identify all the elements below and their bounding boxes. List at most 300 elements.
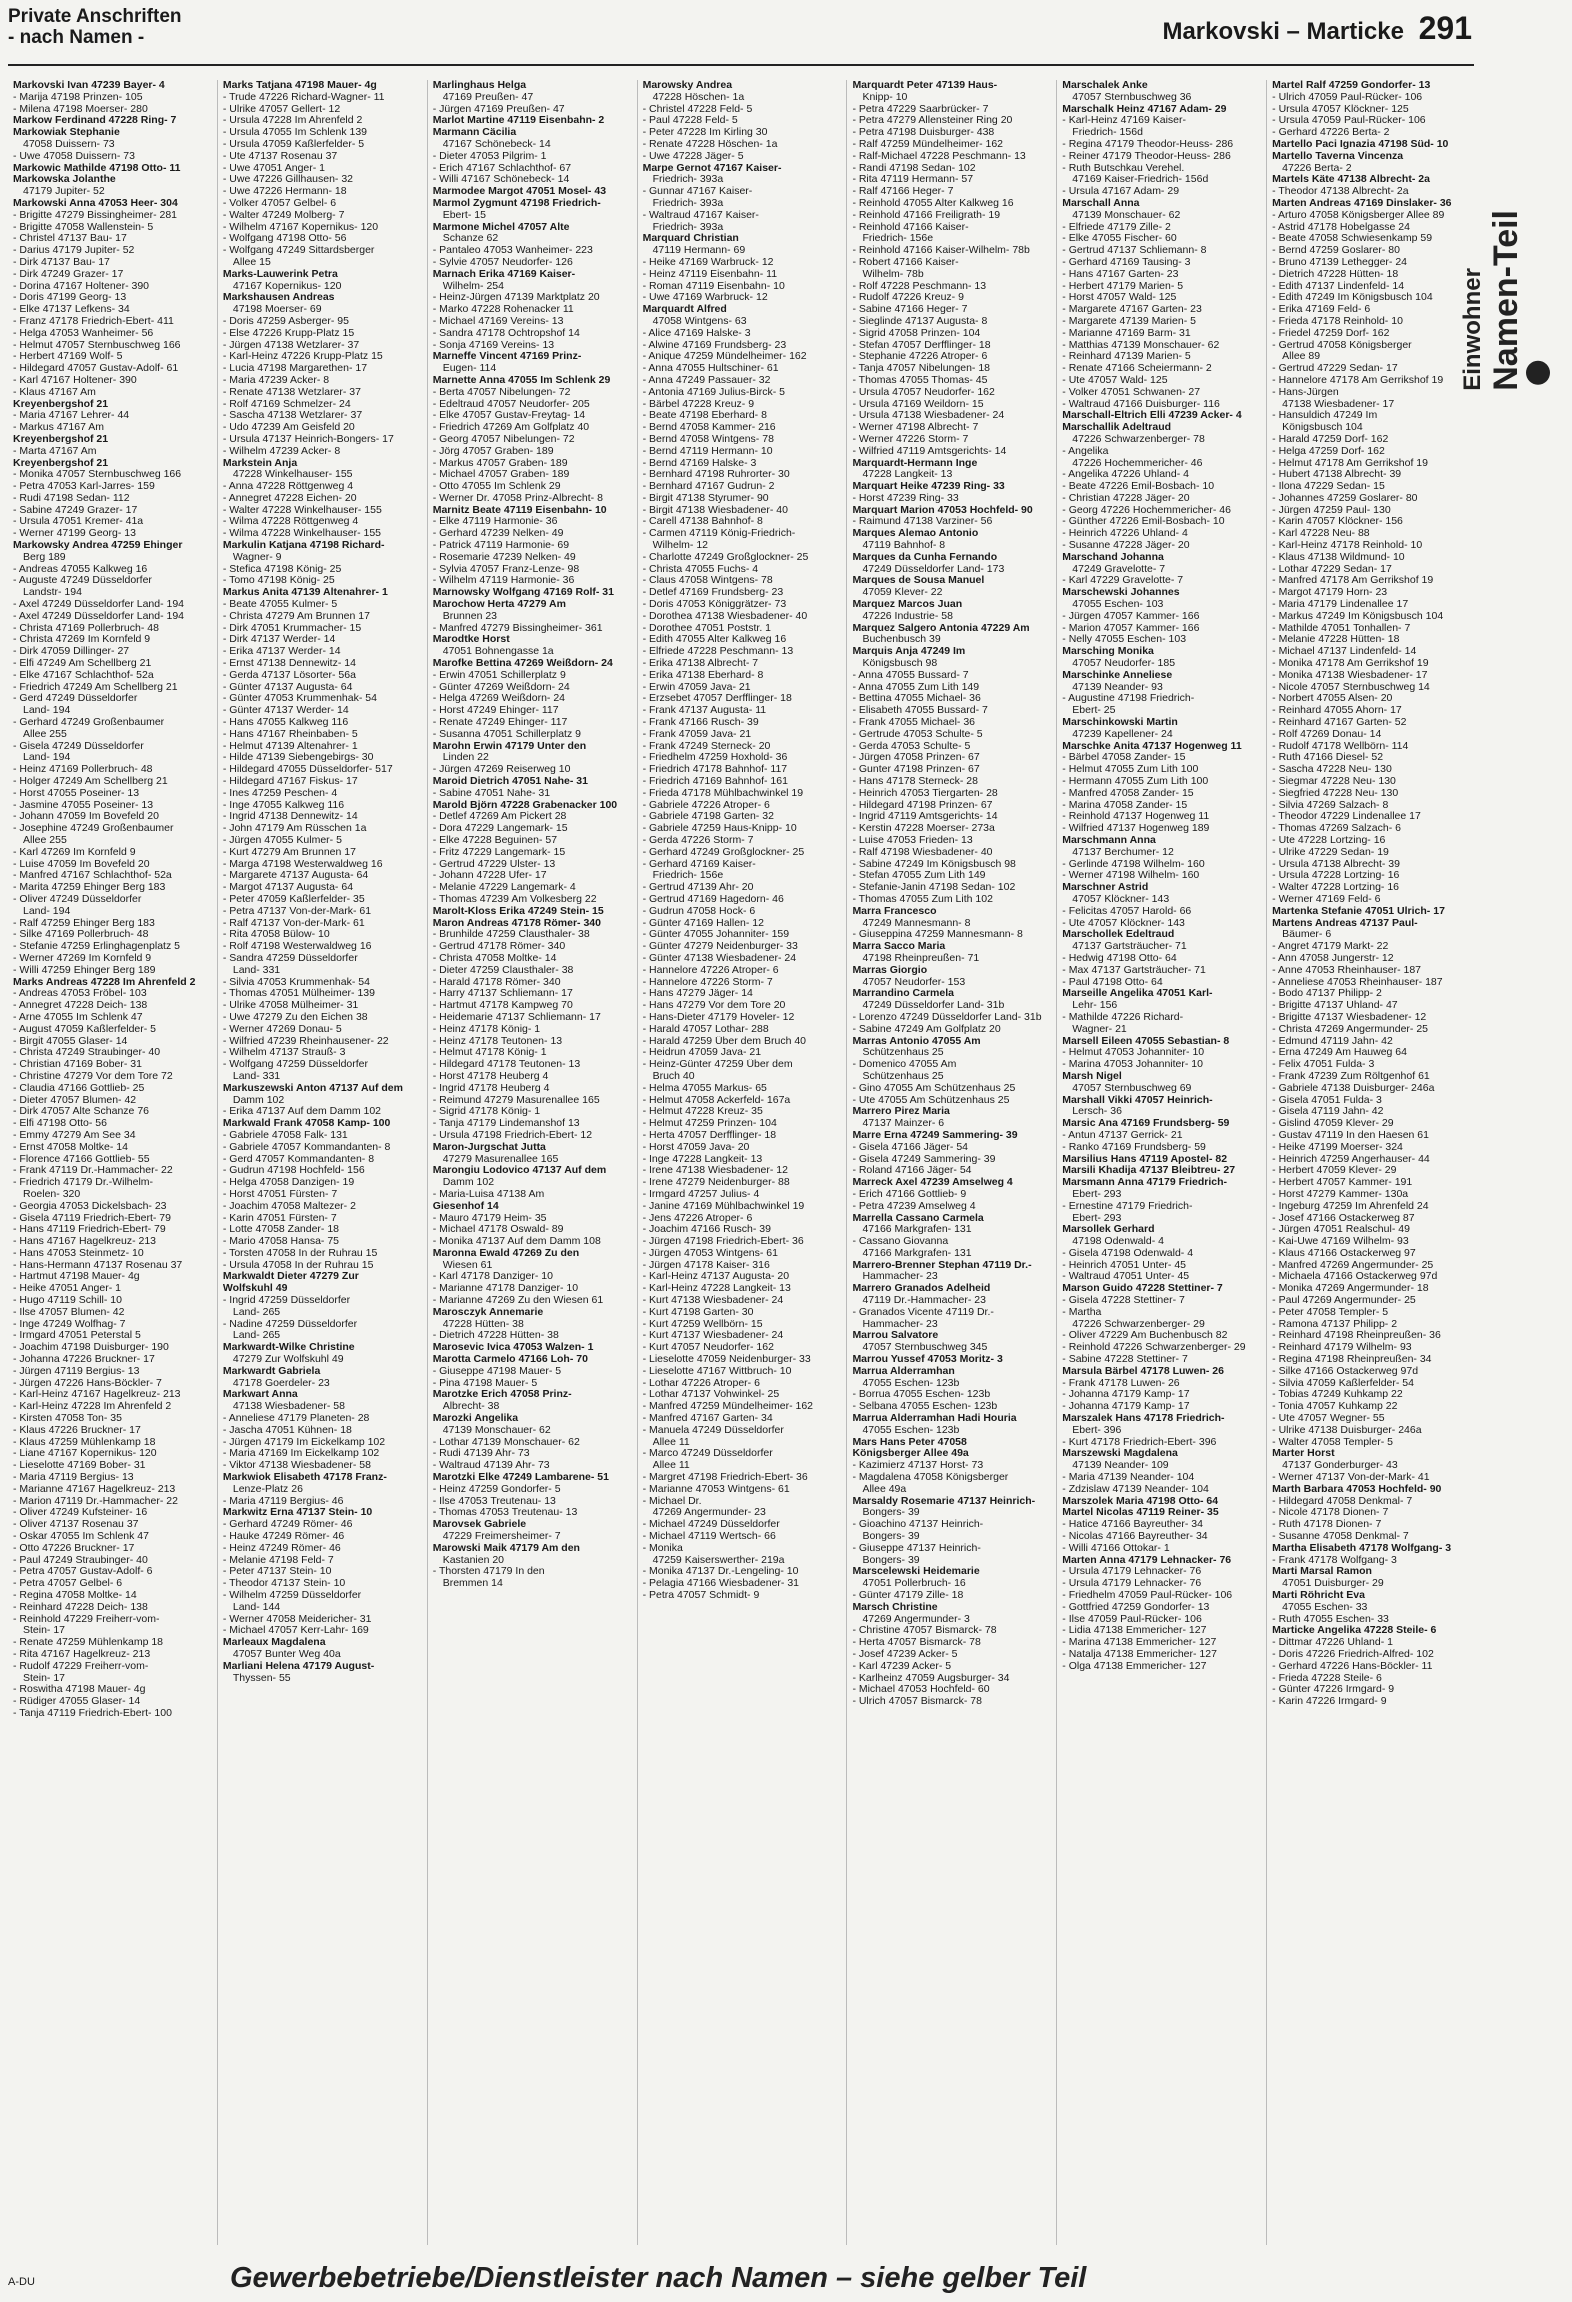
directory-entry: - Maria 47119 Bergius- 46 (222, 1495, 344, 1507)
directory-entry: - Petra 47057 Gelbel- 6 (13, 1578, 123, 1590)
directory-entry: - Fritz 47229 Langemark- 15 (432, 846, 566, 858)
directory-entry: - Ernst 47138 Dennewitz- 14 (222, 658, 356, 670)
directory-entry: - Lieselotte 47059 Neidenburger- 33 (642, 1354, 811, 1366)
directory-entry: - Randi 47198 Sedan- 102 (852, 162, 976, 174)
directory-entry: Knipp- 10 (862, 91, 908, 103)
directory-entry: Marnitz Beate 47119 Eisenbahn- 10 (432, 504, 607, 516)
directory-entry: Markshausen Andreas (222, 292, 335, 304)
directory-entry: - Brigitte 47137 Uhland- 47 (1272, 1000, 1398, 1012)
directory-entry: - Helga 47053 Wanheimer- 56 (13, 327, 154, 339)
directory-entry: - Manfred 47058 Zander- 15 (1062, 787, 1194, 799)
directory-entry: - Manfred 47279 Bissingheimer- 361 (432, 622, 603, 634)
directory-entry: - Christa 47279 Am Brunnen 17 (222, 610, 370, 622)
directory-entry: - Marina 47053 Johanniter- 10 (1062, 1059, 1203, 1071)
directory-entry: Marsilius Hans 47119 Apostel- 82 (1062, 1153, 1228, 1165)
directory-entry: - Helga 47269 Weißdorn- 24 (432, 693, 566, 705)
directory-entry: Markow Ferdinand 47228 Ring- 7 (13, 115, 177, 127)
directory-entry: Marras Antonio 47055 Am (852, 1035, 981, 1047)
directory-entry: Land- 144 (232, 1601, 281, 1613)
directory-entry: 47228 Langkeit- 13 (862, 469, 953, 481)
directory-entry: - Joachim 47198 Duisburger- 190 (13, 1342, 169, 1354)
directory-entry: - Werner 47058 Meidericher- 31 (222, 1613, 372, 1625)
directory-entry: - Gislind 47059 Klever- 29 (1272, 1118, 1394, 1130)
directory-entry: - Nicole 47057 Sternbuschweg 14 (1272, 681, 1430, 693)
directory-entry: - Frank 47166 Rusch- 39 (642, 717, 759, 729)
directory-entry: - Inge 47228 Langkeit- 13 (642, 1153, 763, 1165)
directory-entry: - Granados Vicente 47119 Dr.- (852, 1306, 994, 1318)
directory-entry: Marliani Helena 47179 August- (222, 1660, 375, 1672)
directory-entry: - Erzsebet 47057 Derfflinger- 18 (642, 693, 792, 705)
directory-entry: 47239 Kapellener- 24 (1072, 728, 1173, 740)
directory-entry: - Harald 47178 Römer- 340 (432, 976, 561, 988)
directory-entry: - Monika (642, 1542, 683, 1554)
directory-entry: Marschewski Johannes (1062, 587, 1180, 599)
directory-entry: - Lieselotte 47167 Wittbruch- 10 (642, 1365, 792, 1377)
directory-entry: Allee 11 (652, 1436, 690, 1448)
section-title-line2: - nach Namen - (8, 27, 145, 48)
directory-entry: - Detlef 47169 Frundsberg- 23 (642, 587, 784, 599)
directory-entry: - Jürgen 47051 Realschul- 49 (1272, 1224, 1410, 1236)
directory-entry: - Beate 47058 Schwiesenkamp 59 (1272, 233, 1433, 245)
directory-entry: - Herbert 47057 Kammer- 191 (1272, 1177, 1413, 1189)
directory-entry: - Michael 47137 Lindenfeld- 14 (1272, 646, 1417, 658)
directory-entry: - Milena 47198 Moerser- 280 (13, 103, 148, 115)
directory-entry: Allee 15 (232, 256, 271, 268)
directory-entry: - Melanie 47229 Langemark- 4 (432, 882, 576, 894)
directory-entry: - Sabine 47166 Heger- 7 (852, 304, 968, 316)
directory-entry: - Ursula 47228 Im Ahrenfeld 2 (222, 115, 363, 127)
directory-entry: - Helmut 47057 Sternbuschweg 166 (13, 339, 181, 351)
directory-entry: Marneffe Vincent 47169 Prinz- (432, 351, 582, 363)
directory-entry: - Anna 47055 Zum Lith 149 (852, 681, 980, 693)
directory-entry: - Reinhold 47229 Freiherr-vom- (13, 1613, 160, 1625)
directory-entry: - Günter 47137 Augusta- 64 (222, 681, 353, 693)
directory-entry: - Ursula 47169 Weildorn- 15 (852, 398, 984, 410)
directory-entry: 47169 Preußen- 47 (442, 91, 534, 103)
directory-entry: - Gunter 47198 Prinzen- 67 (852, 764, 980, 776)
directory-entry: - Uwe 47228 Jäger- 5 (642, 150, 744, 162)
directory-entry: - Roswitha 47198 Mauer- 4g (13, 1684, 146, 1696)
directory-entry: - Marianne 47169 Barm- 31 (1062, 327, 1191, 339)
directory-entry: - Susanne 47228 Jäger- 20 (1062, 540, 1190, 552)
directory-entry: - Hauke 47249 Römer- 46 (222, 1531, 345, 1543)
directory-entry: - Frank 47059 Java- 21 (642, 728, 752, 740)
directory-entry: - Dieter 47057 Blumen- 42 (13, 1094, 137, 1106)
directory-entry: - Johann 47228 Ufer- 17 (432, 870, 547, 882)
directory-entry: - Kurt 47198 Garten- 30 (642, 1306, 754, 1318)
directory-entry: - Jürgen 47226 Hans-Böckler- 7 (13, 1377, 162, 1389)
directory-entry: - Hildegard 47057 Gustav-Adolf- 61 (13, 363, 179, 375)
directory-entry: - Ilse 47053 Treutenau- 13 (432, 1495, 556, 1507)
directory-entry: Markovski Ivan 47239 Bayer- 4 (13, 80, 165, 91)
directory-entry: - Wilfried 47239 Rheinhausener- 22 (222, 1035, 389, 1047)
directory-columns (8, 80, 1476, 2245)
directory-entry: Marrella Cassano Carmela (852, 1212, 984, 1224)
directory-entry: - Raimund 47138 Varziner- 56 (852, 516, 993, 528)
directory-entry: 47226 Schwarzenberger- 29 (1072, 1318, 1205, 1330)
directory-entry: - Georg 47226 Hochemmericher- 46 (1062, 504, 1231, 516)
directory-entry: - Paul 47198 Otto- 64 (1062, 976, 1163, 988)
directory-entry: - Kirsten 47058 Ton- 35 (13, 1413, 122, 1425)
directory-entry: - Reinhold 47166 Kaiser-Wilhelm- 78b (852, 245, 1030, 257)
directory-entry: - Elfi 47249 Am Schellberg 21 (13, 658, 152, 670)
directory-entry: Marsch Christine (852, 1601, 938, 1613)
directory-entry: 47051 Bohnengasse 1a (442, 646, 554, 658)
directory-entry: - Claudia 47166 Gottlieb- 25 (13, 1082, 145, 1094)
directory-entry: - Willi 47167 Schönebeck- 14 (432, 174, 570, 186)
directory-entry: - Johanna 47179 Kamp- 17 (1062, 1389, 1190, 1401)
directory-entry: - Sandra 47259 Düsseldorfer (222, 952, 358, 964)
directory-entry: - Birgit 47138 Styrumer- 90 (642, 492, 769, 504)
directory-entry: - Erich 47167 Schlachthof- 67 (432, 162, 572, 174)
directory-entry: - Karl-Heinz 47137 Augusta- 20 (642, 1271, 790, 1283)
directory-entry: - Waltraud 47051 Unter- 45 (1062, 1271, 1190, 1283)
directory-entry: - Augustine 47198 Friedrich- (1062, 693, 1195, 705)
directory-entry: - Christa 47269 Angermunder- 25 (1272, 1023, 1428, 1035)
directory-entry: - Max 47137 Gartsträucher- 71 (1062, 964, 1206, 976)
directory-entry: - Ingrid 47178 Heuberg 4 (432, 1082, 550, 1094)
directory-entry: - Jürgen 47053 Wintgens- 61 (642, 1247, 778, 1259)
directory-entry: - Friedrich 47249 Am Schellberg 21 (13, 681, 178, 693)
directory-entry: Markwardt-Wilke Christine (222, 1342, 355, 1354)
directory-entry: - Martha (1062, 1306, 1102, 1318)
directory-entry: Wagner- 21 (1072, 1023, 1127, 1035)
directory-entry: Schanze 62 (442, 233, 499, 245)
directory-entry: Friedrich- 156e (652, 870, 724, 882)
directory-entry: Marlinghaus Helga (432, 80, 527, 91)
directory-entry: - Helmut 47058 Ackerfeld- 167a (642, 1094, 791, 1106)
directory-entry: - Annegret 47228 Deich- 138 (13, 1000, 148, 1012)
directory-entry: - Georg 47057 Nibelungen- 72 (432, 433, 575, 445)
directory-entry: - Christa 47249 Straubinger- 40 (13, 1047, 161, 1059)
directory-entry: - Reinhold 47166 Freiligrath- 19 (852, 209, 1001, 221)
directory-entry: - Frieda 47228 Steile- 6 (1272, 1672, 1382, 1684)
directory-entry: - Andreas 47053 Fröbel- 103 (13, 988, 147, 1000)
directory-entry: - Ines 47259 Peschen- 4 (222, 787, 338, 799)
directory-entry: - Paul 47228 Feld- 5 (642, 115, 738, 127)
directory-entry: - Domenico 47055 Am (852, 1059, 957, 1071)
directory-entry: Friedrich- 393a (652, 197, 724, 209)
directory-entry: 47057 Sternbuschweg 345 (862, 1342, 988, 1354)
directory-entry: - Patrick 47119 Harmonie- 69 (432, 540, 570, 552)
directory-entry: - Hans 47167 Hagelkreuz- 213 (13, 1236, 157, 1248)
directory-entry: - Werner 47226 Storm- 7 (852, 433, 969, 445)
directory-entry: - Olga 47138 Emmericher- 127 (1062, 1660, 1207, 1672)
directory-entry: Marosevic Ivica 47053 Walzen- 1 (432, 1342, 594, 1354)
directory-entry: - Renate 47166 Scheiermann- 2 (1062, 363, 1212, 375)
directory-entry: Marre Erna 47249 Sammering- 39 (852, 1129, 1018, 1141)
directory-entry: - Rita 47167 Hagelkreuz- 213 (13, 1648, 151, 1660)
directory-entry: - Gisela 47051 Fulda- 3 (1272, 1094, 1382, 1106)
directory-entry: - Werner 47199 Georg- 13 (13, 528, 136, 540)
directory-entry: - Melanie 47198 Feld- 7 (222, 1554, 334, 1566)
directory-entry: - Rita 47119 Hermann- 57 (852, 174, 974, 186)
directory-entry: - Wilfried 47119 Amtsgerichts- 14 (852, 445, 1007, 457)
directory-entry: Marmann Cäcilia (432, 127, 517, 139)
directory-entry: - Wolfgang 47249 Sittardsberger (222, 245, 375, 257)
directory-entry: - Thorsten 47179 In den (432, 1566, 545, 1578)
directory-entry: Kreyenbergshof 21 (13, 433, 109, 445)
directory-entry: - Manfred 47167 Schlachthof- 52a (13, 870, 172, 882)
directory-entry: - Luise 47059 Im Bovefeld 20 (13, 858, 150, 870)
directory-entry: - Willi 47259 Ehinger Berg 189 (13, 964, 156, 976)
directory-entry: Damm 102 (442, 1177, 495, 1189)
directory-entry: - Dora 47229 Langemark- 15 (432, 823, 568, 835)
directory-entry: - Helga 47058 Danzigen- 19 (222, 1177, 355, 1189)
directory-entry: - Lieselotte 47169 Bober- 31 (13, 1460, 146, 1472)
directory-entry: - Bernd 47058 Wintgens- 78 (642, 433, 774, 445)
directory-entry: - Irmgard 47051 Peterstal 5 (13, 1330, 141, 1342)
directory-entry: 47057 Bunter Weg 40a (232, 1648, 341, 1660)
directory-entry: - Frank 47055 Michael- 36 (852, 717, 975, 729)
directory-entry: - Herbert 47179 Marien- 5 (1062, 280, 1184, 292)
directory-entry: - Reinhard 47179 Wilhelm- 93 (1272, 1342, 1412, 1354)
side-tab-line2: Namen-Teil (1487, 210, 1525, 391)
directory-entry: - Volker 47057 Gelbel- 6 (222, 197, 337, 209)
directory-entry: - Michael 47057 Graben- 189 (432, 469, 570, 481)
directory-entry: - Petra 47239 Amselweg 4 (852, 1200, 976, 1212)
directory-entry: - Ute 47055 Am Schützenhaus 25 (852, 1094, 1010, 1106)
directory-entry: - Giuseppe 47198 Mauer- 5 (432, 1365, 562, 1377)
directory-entry: - Gabriele 47198 Garten- 32 (642, 811, 774, 823)
directory-entry: - Antonia 47169 Julius-Birck- 5 (642, 386, 785, 398)
directory-entry: - Klaus 47226 Bruckner- 17 (13, 1424, 141, 1436)
directory-entry: Marsh Nigel (1062, 1070, 1122, 1082)
directory-entry: - Rita 47058 Bülow- 10 (222, 929, 330, 941)
directory-entry: - Christel 47228 Feld- 5 (642, 103, 753, 115)
directory-entry: - Wolfgang 47198 Otto- 56 (222, 233, 347, 245)
directory-column (428, 80, 638, 2245)
directory-entry: - Dirk 47057 Alte Schanze 76 (13, 1106, 149, 1118)
directory-entry: - Michael 47178 Oswald- 89 (432, 1224, 564, 1236)
directory-entry: - Elfriede 47228 Peschmann- 13 (642, 646, 794, 658)
directory-entry: - Cassano Giovanna (852, 1236, 949, 1248)
directory-entry: - Dieter 47259 Clausthaler- 38 (432, 964, 574, 976)
directory-entry: - Maria 47119 Bergius- 13 (13, 1472, 134, 1484)
directory-entry: - Ralf 47259 Ehinger Berg 183 (13, 917, 155, 929)
directory-entry: - Harry 47137 Schliemann- 17 (432, 988, 573, 1000)
directory-entry: Martel Ralf 47259 Gondorfer- 13 (1272, 80, 1431, 91)
directory-entry: - Michael 47249 Düsseldorfer (642, 1519, 780, 1531)
directory-entry: - Gerd 47057 Kommandanten- 8 (222, 1153, 375, 1165)
directory-entry: Marrero-Brenner Stephan 47119 Dr.- (852, 1259, 1032, 1271)
directory-entry: 47198 Odenwald- 4 (1072, 1236, 1164, 1248)
directory-entry: Marrua Alderramhan Hadi Houria (852, 1413, 1017, 1425)
directory-entry: - Beate 47055 Kulmer- 5 (222, 599, 338, 611)
directory-entry: - Markus 47167 Am (13, 422, 105, 434)
directory-entry: Marques da Cunha Fernando (852, 551, 998, 563)
directory-entry: - Karl-Heinz 47226 Krupp-Platz 15 (222, 351, 383, 363)
directory-entry: - Gerda 47053 Schulte- 5 (852, 740, 971, 752)
directory-entry: - Hannelore 47178 Am Gerrikshof 19 (1272, 374, 1444, 386)
directory-entry: Markwaldt Dieter 47279 Zur (222, 1271, 359, 1283)
directory-entry: 47179 Jupiter- 52 (23, 186, 105, 198)
directory-entry: Marticke Angelika 47228 Steile- 6 (1272, 1625, 1437, 1637)
directory-entry: - Liane 47167 Kopernikus- 120 (13, 1448, 157, 1460)
directory-entry: Kreyenbergshof 21 (13, 457, 109, 469)
directory-entry: - Susanna 47051 Schillerplatz 9 (432, 728, 581, 740)
directory-entry: - Edeltraud 47057 Neudorfer- 205 (432, 398, 590, 410)
directory-entry: - Doris 47226 Friedrich-Alfred- 102 (1272, 1648, 1434, 1660)
directory-entry: - Stefanie-Janin 47198 Sedan- 102 (852, 882, 1016, 894)
directory-entry: 47137 Gonderburger- 43 (1282, 1460, 1398, 1472)
directory-entry: Martens Andreas 47137 Paul- (1272, 917, 1418, 929)
directory-entry: - Margot 47137 Augusta- 64 (222, 882, 354, 894)
directory-entry: - Uwe 47058 Duissern- 73 (13, 150, 135, 162)
directory-entry: Königsbusch 104 (1282, 422, 1363, 434)
directory-entry: - Edith 47137 Lindenfeld- 14 (1272, 280, 1405, 292)
directory-entry: - Gustav 47119 In den Haesen 61 (1272, 1129, 1429, 1141)
directory-entry: Hammacher- 23 (862, 1318, 938, 1330)
directory-entry: - Josef 47166 Ostackerweg 87 (1272, 1212, 1415, 1224)
directory-entry: - Ilse 47059 Paul-Rücker- 106 (1062, 1613, 1202, 1625)
directory-entry: - Hugo 47119 Schill- 10 (13, 1295, 122, 1307)
directory-entry: Marozki Angelika (432, 1413, 519, 1425)
directory-entry: Marscelewski Heidemarie (852, 1566, 980, 1578)
directory-entry: Ebert- 293 (1072, 1212, 1122, 1224)
directory-entry: - Karl-Heinz 47178 Reinhold- 10 (1272, 540, 1423, 552)
directory-entry: - Nadine 47259 Düsseldorfer (222, 1318, 358, 1330)
directory-entry: Marschinke Anneliese (1062, 669, 1173, 681)
directory-entry: - Roman 47119 Eisenbahn- 10 (642, 280, 785, 292)
directory-entry: - Günter 47179 Zille- 18 (852, 1590, 964, 1601)
directory-entry: - Bernd 47058 Kammer- 216 (642, 422, 776, 434)
directory-entry: - Petra 47053 Karl-Jarres- 159 (13, 481, 155, 493)
directory-entry: - Karin 47057 Klöckner- 156 (1272, 516, 1403, 528)
directory-entry: - Ute 47228 Lortzing- 16 (1272, 835, 1386, 846)
directory-entry: 47057 Klöckner- 143 (1072, 893, 1170, 905)
directory-entry: Marsic Ana 47169 Frundsberg- 59 (1062, 1118, 1230, 1130)
directory-entry: - Ulrich 47057 Bismarck- 78 (852, 1696, 982, 1708)
directory-entry: - Johann 47059 Im Bovefeld 20 (13, 811, 159, 823)
directory-entry: - Friedrich 47169 Bahnhof- 161 (642, 776, 788, 788)
directory-entry: - Irene 47138 Wiesbadener- 12 (642, 1165, 788, 1177)
directory-entry: - Ursula 47057 Klöckner- 125 (1272, 103, 1409, 115)
directory-entry: - Günter 47137 Werder- 14 (222, 705, 349, 717)
directory-entry: - Günter 47169 Hallen- 12 (642, 917, 764, 929)
directory-entry: - Erwin 47059 Java- 21 (642, 681, 751, 693)
directory-entry: - Harald 47057 Lothar- 288 (642, 1023, 769, 1035)
directory-entry: Markowiak Stephanie (13, 127, 120, 139)
directory-entry: - Christa 47058 Moltke- 14 (432, 952, 557, 964)
directory-entry: - Giuseppina 47259 Mannesmann- 8 (852, 929, 1023, 941)
directory-entry: - Waltraud 47166 Duisburger- 116 (1062, 398, 1220, 410)
directory-entry: - Stefan 47055 Zum Lith 149 (852, 870, 986, 882)
directory-entry: - Gottfried 47259 Gondorfer- 13 (1062, 1601, 1210, 1613)
directory-entry: - Oskar 47055 Im Schlenk 47 (13, 1531, 149, 1543)
directory-entry: - Reinhard 47228 Deich- 138 (13, 1601, 148, 1613)
directory-entry: Kreyenbergshof 21 (13, 398, 109, 410)
directory-entry: - Peter 47059 Kaßlerfelder- 35 (222, 893, 365, 905)
directory-entry: Marquez Marcos Juan (852, 599, 963, 611)
directory-entry: - Stefan 47057 Derfflinger- 18 (852, 339, 991, 351)
directory-entry: - Margarete 47139 Marien- 5 (1062, 315, 1196, 327)
directory-entry: - Waltraud 47167 Kaiser- (642, 209, 759, 221)
directory-entry: - Gudrun 47198 Hochfeld- 156 (222, 1165, 365, 1177)
directory-entry: - Felicitas 47057 Harold- 66 (1062, 905, 1192, 917)
directory-entry: - Waltraud 47139 Ahr- 73 (432, 1460, 550, 1472)
directory-entry: - Axel 47249 Düsseldorfer Land- 194 (13, 610, 185, 622)
directory-entry: - Frank 47137 Augusta- 11 (642, 705, 767, 717)
directory-entry: - Antun 47137 Gerrick- 21 (1062, 1129, 1183, 1141)
directory-entry: - Gisela 47228 Stettiner- 7 (1062, 1295, 1185, 1307)
directory-entry: - Christian 47228 Jäger- 20 (1062, 492, 1190, 504)
directory-entry: - Hildegard 47167 Fiskus- 17 (222, 776, 358, 788)
directory-entry: - Marko 47228 Rohenacker 11 (432, 304, 574, 316)
directory-entry: - Frank 47239 Zum Röltgenhof 61 (1272, 1070, 1430, 1082)
directory-entry: Marten Andreas 47169 Dinslaker- 36 (1272, 197, 1452, 209)
directory-entry: - Arturo 47058 Königsberger Allee 89 (1272, 209, 1445, 221)
directory-entry: - Rolf 47269 Donau- 14 (1272, 728, 1382, 740)
directory-entry: - Ernst 47058 Moltke- 14 (13, 1141, 128, 1153)
directory-entry: Markuszewski Anton 47137 Auf dem (222, 1082, 403, 1094)
directory-entry: - Trude 47226 Richard-Wagner- 11 (222, 91, 385, 103)
directory-entry: Marrua Alderramhan (852, 1365, 955, 1377)
directory-entry: - Herbert 47059 Klever- 29 (1272, 1165, 1397, 1177)
directory-entry: 47279 Zur Wolfskuhl 49 (232, 1354, 344, 1366)
directory-entry: - Hatice 47166 Bayreuther- 34 (1062, 1519, 1203, 1531)
directory-entry: Marsell Eileen 47055 Sebastian- 8 (1062, 1035, 1230, 1047)
directory-entry: - Sabine 47051 Nahe- 31 (432, 787, 551, 799)
directory-entry: 47057 Neudorfer- 153 (862, 976, 966, 988)
directory-entry: - Markus 47249 Im Königsbusch 104 (1272, 610, 1444, 622)
directory-entry: - Jürgen 47179 Im Eickelkamp 102 (222, 1436, 386, 1448)
directory-entry: - Holger 47249 Am Schellberg 21 (13, 776, 168, 788)
directory-entry: Marsching Monika (1062, 646, 1154, 658)
directory-entry: - Bärbel 47228 Kreuz- 9 (642, 398, 755, 410)
directory-entry: - Ingrid 47119 Amtsgerichts- 14 (852, 811, 998, 823)
directory-entry: Marofke Bettina 47269 Weißdorn- 24 (432, 658, 613, 670)
directory-entry: Marohn Erwin 47179 Unter den (432, 740, 587, 752)
directory-entry: - Herta 47057 Bismarck- 78 (852, 1637, 981, 1649)
directory-entry: 47167 Kopernikus- 120 (232, 280, 342, 292)
directory-entry: - Jens 47226 Atroper- 6 (642, 1212, 753, 1224)
directory-entry: - Rudolf 47229 Freiherr-vom- (13, 1660, 149, 1672)
directory-entry: - Doris 47259 Asberger- 95 (222, 315, 349, 327)
directory-entry: Marques Alemao Antonio (852, 528, 979, 540)
directory-entry: - Gabriele 47058 Falk- 131 (222, 1129, 348, 1141)
directory-entry: - Angelika 47226 Uhland- 4 (1062, 469, 1189, 481)
directory-entry: - Georgia 47053 Dickelsbach- 23 (13, 1200, 167, 1212)
directory-entry: - Marion 47119 Dr.-Hammacher- 22 (13, 1495, 178, 1507)
directory-entry: Marks Tatjana 47198 Mauer- 4g (222, 80, 377, 91)
directory-entry: - Friedrich 47179 Dr.-Wilhelm- (13, 1177, 154, 1189)
directory-entry: - Hartmut 47198 Mauer- 4g (13, 1271, 140, 1283)
directory-entry: 47169 Kaiser-Friedrich- 156d (1072, 174, 1209, 186)
directory-entry: - Lotte 47058 Zander- 18 (222, 1224, 340, 1236)
directory-entry: Martello Taverna Vincenza (1272, 150, 1404, 162)
directory-entry: - Gisela 47119 Friedrich-Ebert- 79 (13, 1212, 171, 1224)
directory-entry: - Hannelore 47226 Atroper- 6 (642, 964, 779, 976)
directory-entry: - Christine 47279 Vor dem Tore 72 (13, 1070, 173, 1082)
directory-entry: - Heinz-Jürgen 47139 Marktplatz 20 (432, 292, 600, 304)
directory-entry: - Friedrich 47178 Bahnhof- 117 (642, 764, 788, 776)
directory-entry: - Margot 47179 Horn- 23 (1272, 587, 1388, 599)
directory-entry: - Ralf 47198 Wiesbadener- 40 (852, 846, 993, 858)
directory-entry: Marsmann Anna 47179 Friedrich- (1062, 1177, 1228, 1189)
directory-entry: - Sylvia 47057 Franz-Lenze- 98 (432, 563, 580, 575)
directory-entry: - Reinhold 47226 Schwarzenberger- 29 (1062, 1342, 1246, 1354)
directory-entry: - Marta 47167 Am (13, 445, 97, 457)
directory-entry: - Jascha 47051 Kühnen- 18 (222, 1424, 352, 1436)
directory-entry: Land- 331 (232, 964, 281, 976)
directory-entry: - Friedrich 47269 Am Golfplatz 40 (432, 422, 590, 434)
directory-entry: - Dorothea 47138 Wiesbadener- 40 (642, 610, 808, 622)
directory-entry: - Carell 47138 Bahnhof- 8 (642, 516, 763, 528)
directory-entry: - Karl 47239 Acker- 5 (852, 1660, 952, 1672)
directory-entry: Markstein Anja (222, 457, 298, 469)
directory-entry: - Natalja 47138 Emmericher- 127 (1062, 1648, 1217, 1660)
